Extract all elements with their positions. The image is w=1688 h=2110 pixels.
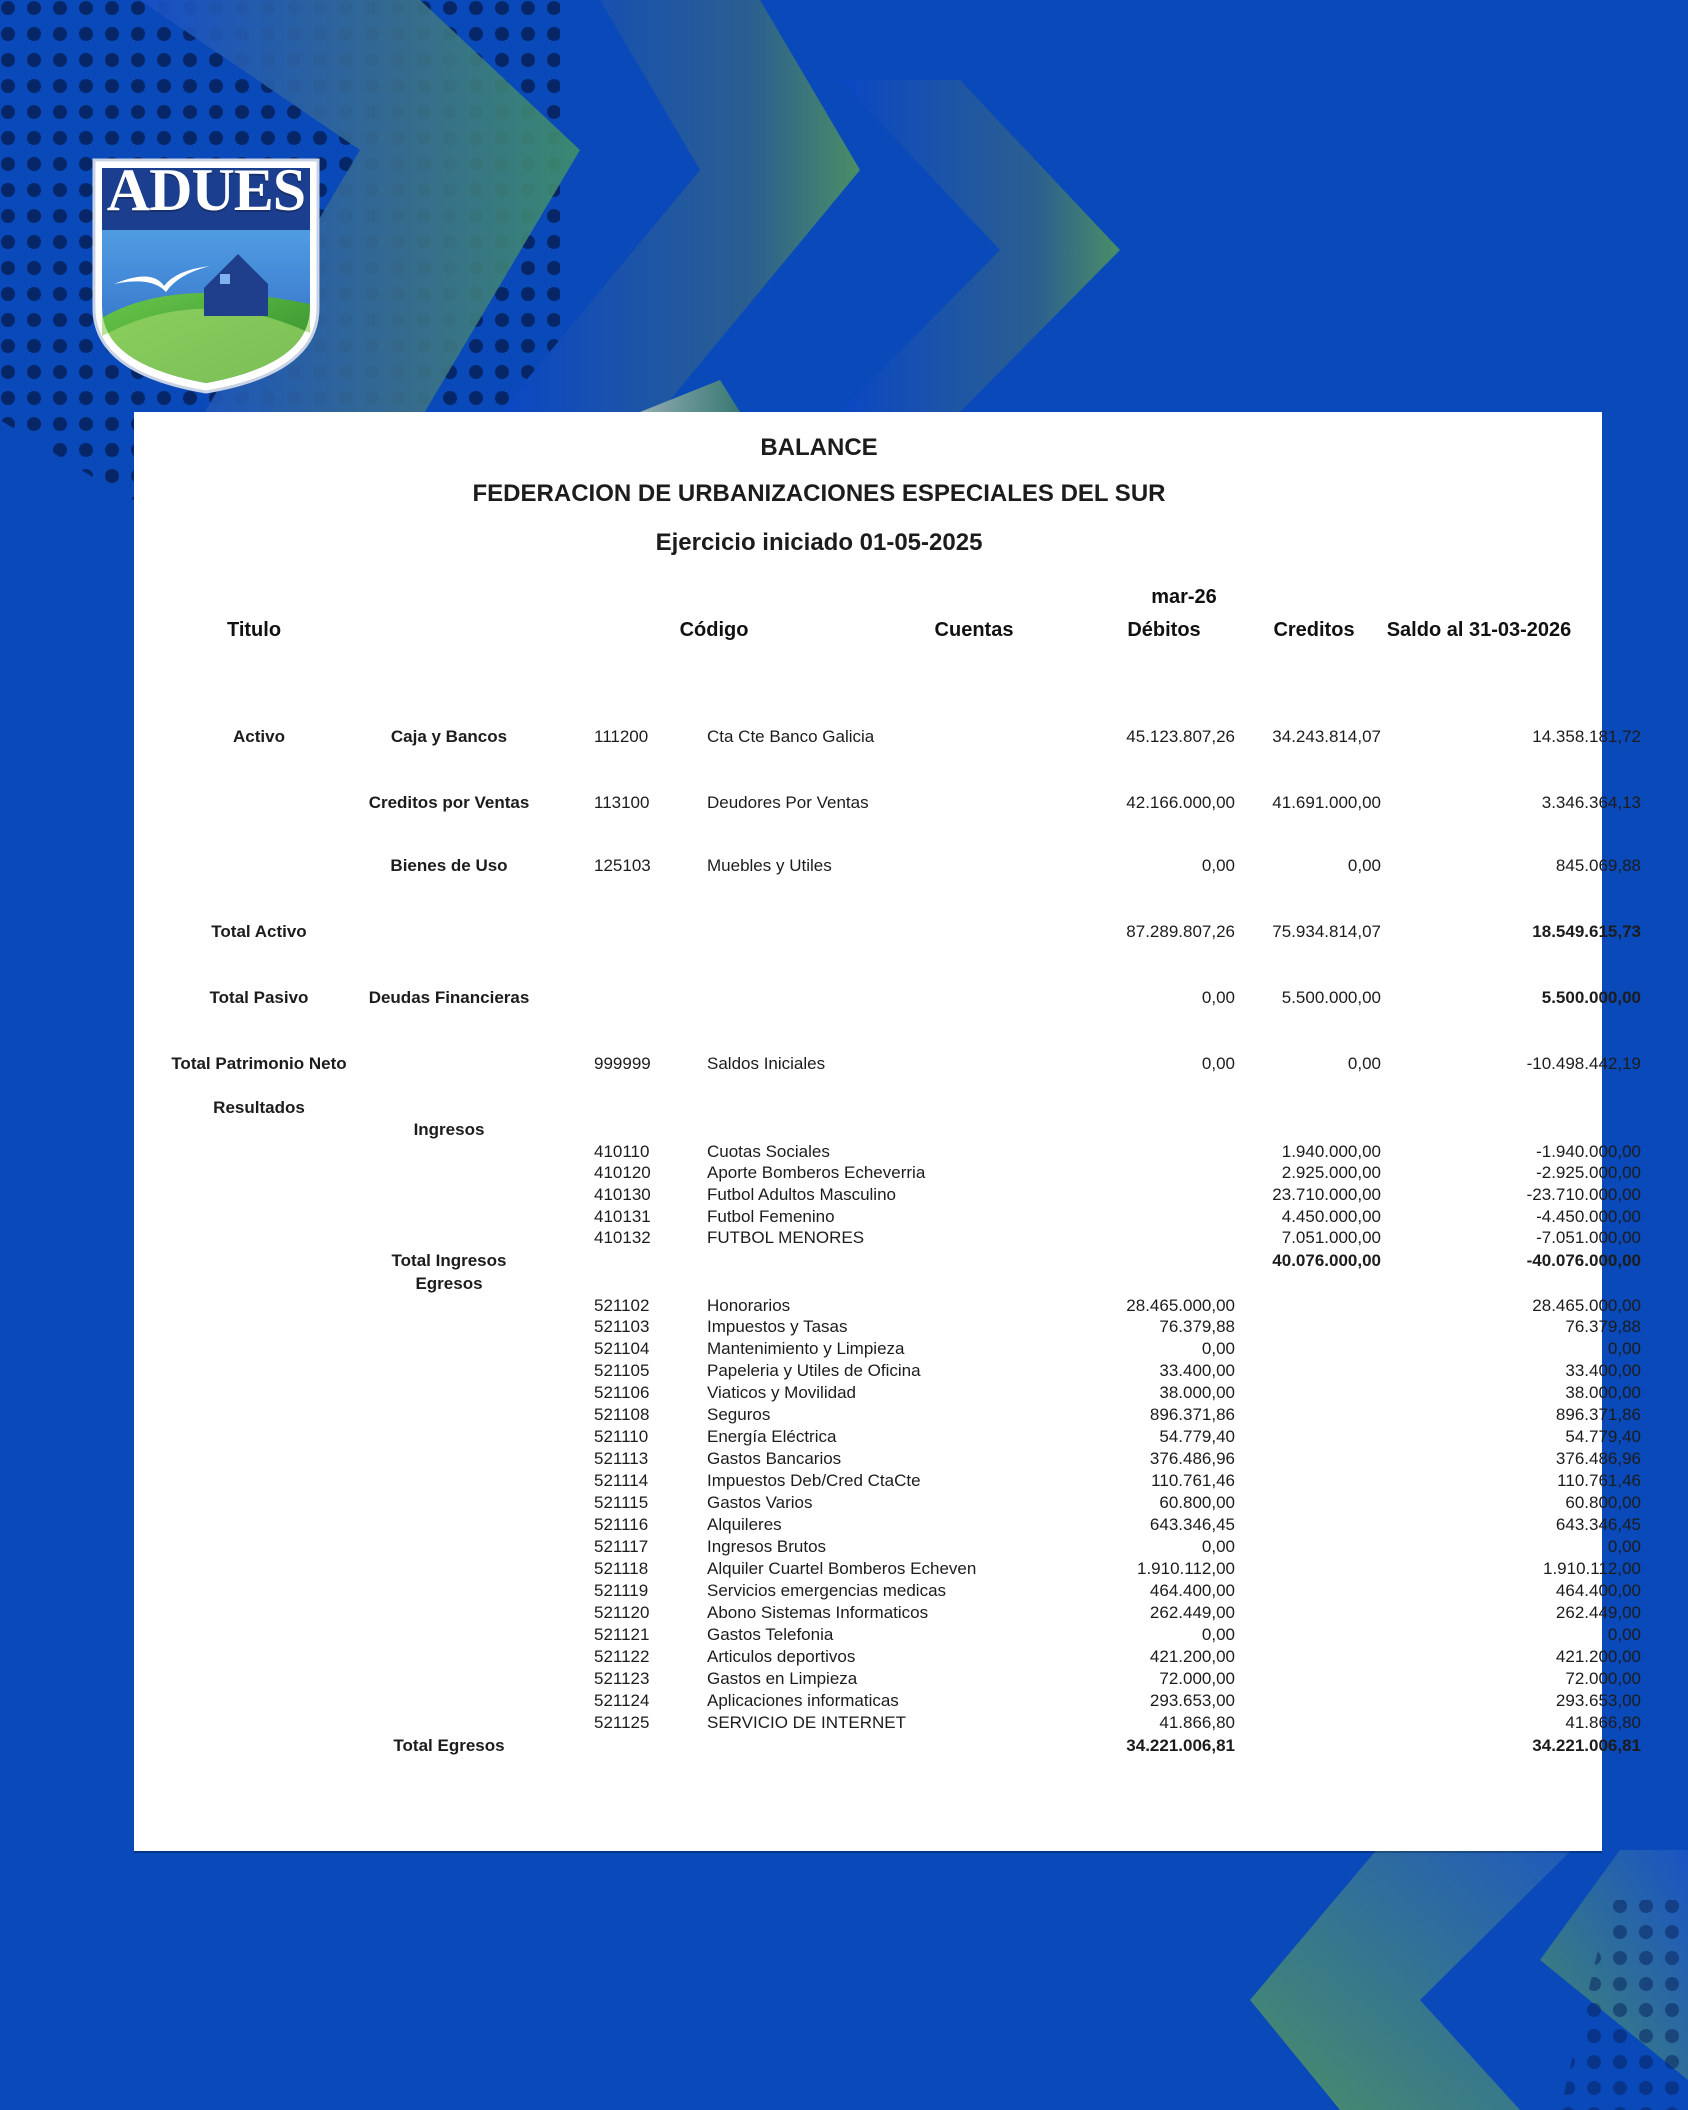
group-cell: Bienes de Uso xyxy=(390,856,508,875)
debito-cell: 0,00 xyxy=(1201,1537,1235,1556)
col-header-titulo: Titulo xyxy=(226,619,282,641)
cuenta-cell: Muebles y Utiles xyxy=(707,856,832,875)
titulo-cell: Total Activo xyxy=(211,922,307,941)
debito-cell: 464.400,00 xyxy=(1149,1581,1235,1600)
credito-cell: 5.500.000,00 xyxy=(1281,988,1381,1007)
cuenta-cell: Alquileres xyxy=(707,1515,782,1534)
cuenta-cell: Gastos Varios xyxy=(707,1493,813,1512)
saldo-cell: 28.465.000,00 xyxy=(1532,1296,1641,1315)
cuenta-cell: Servicios emergencias medicas xyxy=(707,1581,947,1600)
codigo-cell: 521120 xyxy=(594,1603,650,1622)
debito-cell: 376.486,96 xyxy=(1149,1449,1235,1468)
debito-cell: 0,00 xyxy=(1201,1054,1235,1073)
saldo-cell: 33.400,00 xyxy=(1565,1361,1641,1380)
cuenta-cell: Aplicaciones informaticas xyxy=(707,1691,899,1710)
debito-cell: 0,00 xyxy=(1201,988,1235,1007)
col-header-cuentas: Cuentas xyxy=(934,619,1014,641)
debito-cell: 0,00 xyxy=(1201,1625,1235,1644)
debito-cell: 60.800,00 xyxy=(1159,1493,1235,1512)
debito-cell: 421.200,00 xyxy=(1149,1647,1235,1666)
codigo-cell: 521124 xyxy=(594,1691,650,1710)
saldo-cell: 896.371,86 xyxy=(1555,1405,1641,1424)
codigo-cell: 521116 xyxy=(594,1515,649,1534)
debito-cell: 38.000,00 xyxy=(1159,1383,1235,1402)
col-header-codigo: Código xyxy=(679,619,749,641)
codigo-cell: 410110 xyxy=(594,1142,650,1161)
cuenta-cell: Aporte Bomberos Echeverria xyxy=(707,1163,926,1182)
cuenta-cell: Futbol Femenino xyxy=(707,1207,835,1226)
debito-cell: 0,00 xyxy=(1201,1339,1235,1358)
saldo-cell: -7.051.000,00 xyxy=(1536,1228,1641,1247)
adues-logo xyxy=(92,158,320,394)
debito-cell: 643.346,45 xyxy=(1149,1515,1235,1534)
codigo-cell: 521108 xyxy=(594,1405,650,1424)
saldo-cell: 41.866,80 xyxy=(1565,1713,1641,1732)
credito-cell: 34.243.814,07 xyxy=(1272,727,1381,746)
debito-cell: 41.866,80 xyxy=(1159,1713,1235,1732)
saldo-cell: 421.200,00 xyxy=(1555,1647,1641,1666)
organization-name: FEDERACION DE URBANIZACIONES ESPECIALES DEL SUR xyxy=(472,480,1166,507)
debito-cell: 28.465.000,00 xyxy=(1126,1296,1235,1315)
saldo-cell: 14.358.181,72 xyxy=(1532,727,1641,746)
saldo-cell: -4.450.000,00 xyxy=(1536,1207,1641,1226)
codigo-cell: 521114 xyxy=(594,1471,649,1490)
group-cell: Creditos por Ventas xyxy=(368,793,530,812)
debito-cell: 87.289.807,26 xyxy=(1126,922,1235,941)
debito-cell: 293.653,00 xyxy=(1149,1691,1235,1710)
cuenta-cell: Impuestos y Tasas xyxy=(707,1317,848,1336)
saldo-cell: 110.761,46 xyxy=(1557,1471,1641,1490)
saldo-cell: 464.400,00 xyxy=(1555,1581,1641,1600)
credito-cell: 41.691.000,00 xyxy=(1272,793,1381,812)
cuenta-cell: Ingresos Brutos xyxy=(707,1537,827,1556)
saldo-cell: 376.486,96 xyxy=(1555,1449,1641,1468)
group-cell: Caja y Bancos xyxy=(390,727,508,746)
group-cell: Ingresos xyxy=(413,1120,485,1139)
codigo-cell: 521106 xyxy=(594,1383,650,1402)
saldo-cell: -40.076.000,00 xyxy=(1526,1251,1641,1270)
saldo-cell: 643.346,45 xyxy=(1555,1515,1641,1534)
group-cell: Total Egresos xyxy=(393,1736,505,1755)
cuenta-cell: Honorarios xyxy=(707,1296,791,1315)
saldo-cell: 72.000,00 xyxy=(1565,1669,1641,1688)
credito-cell: 7.051.000,00 xyxy=(1281,1228,1381,1247)
saldo-cell: 0,00 xyxy=(1607,1537,1641,1556)
debito-cell: 42.166.000,00 xyxy=(1126,793,1235,812)
saldo-cell: 1.910.112,00 xyxy=(1543,1559,1641,1578)
codigo-cell: 521115 xyxy=(594,1493,649,1512)
saldo-cell: 60.800,00 xyxy=(1565,1493,1641,1512)
saldo-cell: 18.549.615,73 xyxy=(1532,922,1641,941)
debito-cell: 262.449,00 xyxy=(1149,1603,1235,1622)
debito-cell: 33.400,00 xyxy=(1159,1361,1235,1380)
cuenta-cell: Cuotas Sociales xyxy=(707,1142,830,1161)
codigo-cell: 521117 xyxy=(594,1537,649,1556)
debito-cell: 54.779,40 xyxy=(1159,1427,1235,1446)
titulo-cell: Resultados xyxy=(213,1098,305,1117)
group-cell: Total Ingresos xyxy=(391,1251,507,1270)
cuenta-cell: Gastos Bancarios xyxy=(707,1449,842,1468)
codigo-cell: 999999 xyxy=(594,1054,651,1073)
debito-cell: 110.761,46 xyxy=(1151,1471,1235,1490)
month-label: mar-26 xyxy=(1151,586,1217,608)
codigo-cell: 521119 xyxy=(594,1581,649,1600)
codigo-cell: 125103 xyxy=(594,856,651,875)
cuenta-cell: Gastos Telefonia xyxy=(707,1625,834,1644)
credito-cell: 4.450.000,00 xyxy=(1281,1207,1381,1226)
codigo-cell: 111200 xyxy=(594,727,649,746)
col-header-saldo: Saldo al 31-03-2026 xyxy=(1386,619,1572,641)
saldo-cell: 5.500.000,00 xyxy=(1541,988,1641,1007)
codigo-cell: 521121 xyxy=(594,1625,650,1644)
col-header-creditos: Creditos xyxy=(1273,619,1355,641)
credito-cell: 0,00 xyxy=(1347,1054,1381,1073)
fiscal-period: Ejercicio iniciado 01-05-2025 xyxy=(655,529,983,556)
debito-cell: 1.910.112,00 xyxy=(1137,1559,1235,1578)
debito-cell: 76.379,88 xyxy=(1159,1317,1235,1336)
cuenta-cell: Saldos Iniciales xyxy=(707,1054,826,1073)
report-title: BALANCE xyxy=(760,434,878,461)
titulo-cell: Total Pasivo xyxy=(209,988,309,1007)
saldo-cell: 38.000,00 xyxy=(1565,1383,1641,1402)
saldo-cell: 262.449,00 xyxy=(1555,1603,1641,1622)
titulo-cell: Activo xyxy=(233,727,285,746)
debito-cell: 0,00 xyxy=(1201,856,1235,875)
saldo-cell: 76.379,88 xyxy=(1565,1317,1641,1336)
saldo-cell: -10.498.442,19 xyxy=(1526,1054,1641,1073)
credito-cell: 40.076.000,00 xyxy=(1272,1251,1381,1270)
cuenta-cell: Impuestos Deb/Cred CtaCte xyxy=(707,1471,921,1490)
saldo-cell: 54.779,40 xyxy=(1565,1427,1641,1446)
cuenta-cell: Cta Cte Banco Galicia xyxy=(707,727,875,746)
codigo-cell: 521122 xyxy=(594,1647,650,1666)
cuenta-cell: Futbol Adultos Masculino xyxy=(707,1185,896,1204)
codigo-cell: 410120 xyxy=(594,1163,651,1182)
saldo-cell: 845.069,88 xyxy=(1555,856,1641,875)
group-cell: Egresos xyxy=(415,1274,483,1293)
saldo-cell: 0,00 xyxy=(1607,1625,1641,1644)
logo-text: ADUES xyxy=(106,157,306,223)
codigo-cell: 521104 xyxy=(594,1339,650,1358)
saldo-cell: -23.710.000,00 xyxy=(1526,1185,1641,1204)
credito-cell: 1.940.000,00 xyxy=(1281,1142,1381,1161)
group-cell: Deudas Financieras xyxy=(368,988,530,1007)
credito-cell: 0,00 xyxy=(1347,856,1381,875)
balance-sheet xyxy=(134,412,1641,1851)
cuenta-cell: Seguros xyxy=(707,1405,771,1424)
saldo-cell: 3.346.364,13 xyxy=(1541,793,1641,812)
debito-cell: 34.221.006,81 xyxy=(1126,1736,1235,1755)
cuenta-cell: Energía Eléctrica xyxy=(707,1427,837,1446)
col-header-debitos: Débitos xyxy=(1127,619,1201,641)
cuenta-cell: Mantenimiento y Limpieza xyxy=(707,1339,905,1358)
codigo-cell: 521113 xyxy=(594,1449,649,1468)
debito-cell: 896.371,86 xyxy=(1149,1405,1235,1424)
cuenta-cell: Gastos en Limpieza xyxy=(707,1669,858,1688)
credito-cell: 2.925.000,00 xyxy=(1281,1163,1381,1182)
codigo-cell: 113100 xyxy=(594,793,650,812)
debito-cell: 72.000,00 xyxy=(1159,1669,1235,1688)
codigo-cell: 410131 xyxy=(594,1207,651,1226)
codigo-cell: 521123 xyxy=(594,1669,650,1688)
codigo-cell: 410130 xyxy=(594,1185,651,1204)
saldo-cell: -2.925.000,00 xyxy=(1536,1163,1641,1182)
credito-cell: 23.710.000,00 xyxy=(1272,1185,1381,1204)
saldo-cell: 293.653,00 xyxy=(1555,1691,1641,1710)
codigo-cell: 410132 xyxy=(594,1228,651,1247)
saldo-cell: 0,00 xyxy=(1607,1339,1641,1358)
cuenta-cell: Deudores Por Ventas xyxy=(707,793,869,812)
cuenta-cell: Abono Sistemas Informaticos xyxy=(707,1603,929,1622)
codigo-cell: 521103 xyxy=(594,1317,650,1336)
cuenta-cell: Articulos deportivos xyxy=(707,1647,856,1666)
cuenta-cell: SERVICIO DE INTERNET xyxy=(707,1713,906,1732)
cuenta-cell: Papeleria y Utiles de Oficina xyxy=(707,1361,921,1380)
debito-cell: 45.123.807,26 xyxy=(1126,727,1235,746)
codigo-cell: 521125 xyxy=(594,1713,650,1732)
saldo-cell: 34.221.006,81 xyxy=(1532,1736,1641,1755)
cuenta-cell: Alquiler Cuartel Bomberos Echeven xyxy=(707,1559,977,1578)
cuenta-cell: FUTBOL MENORES xyxy=(707,1228,865,1247)
codigo-cell: 521110 xyxy=(594,1427,649,1446)
codigo-cell: 521105 xyxy=(594,1361,650,1380)
cuenta-cell: Viaticos y Movilidad xyxy=(707,1383,856,1402)
codigo-cell: 521102 xyxy=(594,1296,650,1315)
credito-cell: 75.934.814,07 xyxy=(1272,922,1381,941)
saldo-cell: -1.940.000,00 xyxy=(1536,1142,1641,1161)
codigo-cell: 521118 xyxy=(594,1559,649,1578)
titulo-cell: Total Patrimonio Neto xyxy=(171,1054,347,1073)
